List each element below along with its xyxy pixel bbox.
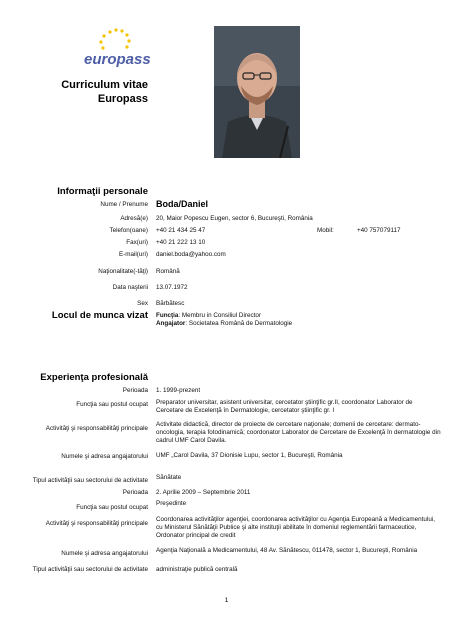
profile-photo	[214, 26, 300, 158]
position-label: Funcţia sau postul ocupat	[76, 401, 148, 408]
phone-label: Telefon(oane)	[109, 227, 148, 234]
sector-value: administraţie publică centrală	[156, 566, 238, 573]
section-title-experience: Experienţa profesională	[40, 372, 148, 383]
address-value: 20, Maior Popescu Eugen, sector 6, Bucureşti, România	[156, 215, 313, 222]
section-title-personal: Informaţii personale	[57, 186, 148, 197]
employer-value: Agenţia Naţională a Medicamentului, 48 Av. Sănătescu, 011478, sector 1, Bucureşti, România	[156, 547, 418, 554]
employer-label: Numele şi adresa angajatorului	[61, 453, 148, 460]
period-value: 1. 1999-prezent	[156, 387, 201, 394]
europass-logo	[80, 26, 158, 70]
birth-value: 13.07.1972	[156, 284, 188, 291]
fax-label: Fax(uri)	[126, 239, 148, 246]
sex-label: Sex	[137, 300, 148, 307]
activities-value: Coordonarea activităţilor agenţiei, coordonarea activităţilor cu Agenţia Europeană a Medicamentului, cu Ministerul Sănătăţii Publice şi alte instituţii abilitate în domeniul reglementării farmaceutice, Ordonator principal de credit	[156, 516, 435, 539]
sector-label: Tipul activităţii sau sectorului de activitate	[32, 477, 148, 484]
position-label: Funcţia sau postul ocupat	[76, 504, 148, 511]
birth-label: Data naşterii	[112, 284, 148, 291]
nationality-label: Naţionalitate(-tăţi)	[98, 268, 148, 275]
activities-label: Activităţi şi responsabilităţi principale	[45, 425, 148, 432]
sex-value: Bărbătesc	[156, 300, 185, 307]
sector-value: Sănătate	[156, 474, 182, 481]
activities-label: Activităţi şi responsabilităţi principale	[45, 520, 148, 527]
job-function: Funcţia: Membru in Consiliul Director	[156, 312, 261, 319]
section-title-job: Locul de munca vizat	[51, 310, 148, 321]
employer-value: UMF „Carol Davila, 37 Dionisie Lupu, sector 1, Bucureşti, România	[156, 452, 343, 459]
name-label: Nume / Prenume	[100, 201, 148, 208]
mobile-label: Mobil:	[317, 227, 334, 234]
period-label: Perioada	[122, 387, 148, 394]
cv-title: Curriculum vitae Europass	[61, 79, 148, 105]
phone-value: +40 21 434 25 47	[156, 227, 206, 234]
nationality-value: Română	[156, 268, 180, 275]
position-value: Preparator universitar, asistent universitar, cercetator ştiinţific gr.II, coordonator Laborator de Cercetare de Excelenţă în Dermatologie, cercetator ştiinţific gr. I	[156, 399, 413, 414]
fax-value: +40 21 222 13 10	[156, 239, 206, 246]
job-employer: Angajator: Societatea Română de Dermatologie	[156, 320, 293, 327]
activities-value: Activitate didactică, director de proiecte de cercetare naţionale; domenii de cercetare: dermato-oncologia, terapia fotodinamică; coordonator Laborator de Cercetare de Excelenţă în dermatologie din cadrul UMF Carol Davila.	[156, 421, 441, 444]
logo-text: europass	[84, 51, 151, 68]
employer-label: Numele şi adresa angajatorului	[61, 550, 148, 557]
sector-label: Tipul activităţii sau sectorului de activitate	[32, 566, 148, 573]
name-value: Boda/Daniel	[156, 199, 209, 209]
period-label: Perioada	[122, 489, 148, 496]
email-value[interactable]: daniel.boda@yahoo.com	[156, 251, 226, 258]
email-label: E-mail(uri)	[118, 251, 148, 258]
position-value: Preşedinte	[156, 500, 187, 507]
period-value: 2. Aprilie 2009 – Septembrie 2011	[156, 489, 251, 496]
address-label: Adresă(e)	[120, 215, 148, 222]
mobile-value: +40 757079117	[357, 227, 401, 234]
eu-stars-icon	[80, 26, 158, 70]
page-number: 1	[224, 597, 229, 604]
